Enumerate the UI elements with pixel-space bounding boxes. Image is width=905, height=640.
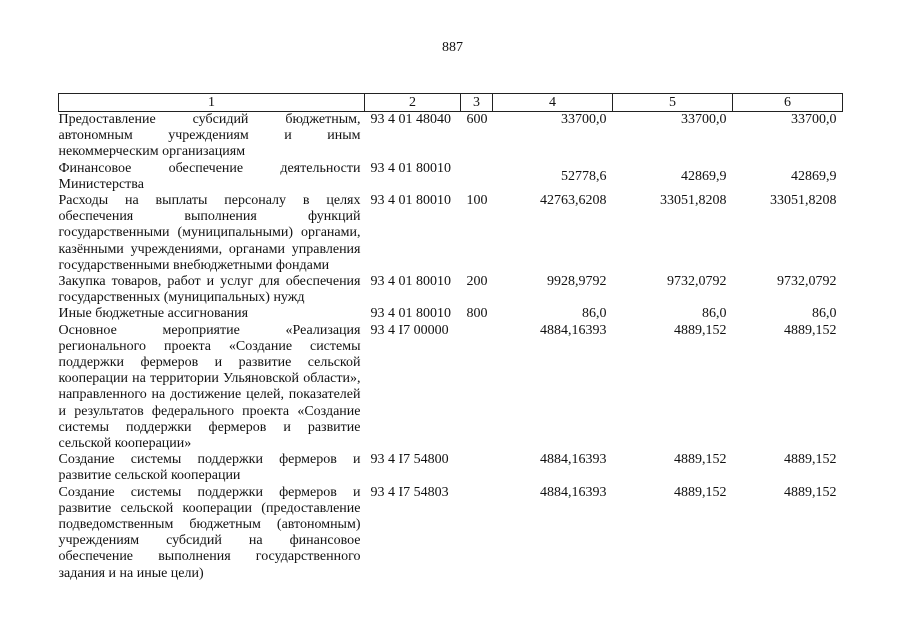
row-value-4: 52778,6 (561, 168, 607, 184)
row-vr: 100 (466, 193, 488, 209)
header-col-1: 1 (59, 94, 365, 112)
table-row (59, 161, 843, 193)
table-row (59, 323, 843, 453)
row-name: Финансовое обеспечение деятельности Министерства (58, 160, 361, 192)
header-col-6: 6 (733, 94, 843, 112)
row-vr (461, 485, 493, 582)
row-value-5: 4889,152 (674, 484, 727, 500)
row-vr (461, 323, 493, 453)
row-vr: 800 (466, 306, 488, 322)
row-value-6: 4889,152 (784, 484, 837, 500)
row-value-4: 4884,16393 (540, 322, 607, 338)
row-code: 93 4 I7 54803 (370, 484, 449, 500)
page-number: 887 (442, 40, 463, 55)
row-name: Расходы на выплаты персоналу в целях обеспечения выполнения функций государственными (муниципальными) органами, казёнными учреждениями, органами управления государственными внебюджетными фондами (58, 193, 361, 273)
row-code: 93 4 01 80010 (370, 274, 451, 290)
row-value-6: 4889,152 (784, 322, 837, 338)
row-vr (461, 452, 493, 484)
row-value-4: 42763,6208 (540, 193, 607, 209)
header-col-3: 3 (461, 94, 493, 112)
row-value-5: 33051,8208 (660, 193, 727, 209)
row-value-5: 86,0 (702, 306, 727, 322)
row-value-5: 33700,0 (681, 112, 727, 127)
row-value-6: 33051,8208 (770, 193, 837, 209)
header-col-5: 5 (613, 94, 733, 112)
header-col-2: 2 (365, 94, 461, 112)
row-name: Иные бюджетные ассигнования (58, 306, 249, 322)
row-name: Создание системы поддержки фермеров и развитие сельской кооперации (58, 452, 361, 484)
row-code: 93 4 01 80010 (370, 160, 451, 176)
row-name: Предоставление субсидий бюджетным, автономным учреждениям и иным некоммерческим организациям (58, 112, 361, 160)
table-header-row (59, 94, 843, 112)
table-row (59, 193, 843, 274)
row-name: Основное мероприятие «Реализация регионального проекта «Создание системы поддержки фермеров и развитие сельской кооперации на территории Ульяновской области», направленного на достижение целей, показателей и результатов федерального проекта «Создание системы поддержки фермеров и развитие сельской кооперации» (58, 322, 361, 452)
row-value-6: 9732,0792 (777, 274, 837, 290)
table-row (59, 274, 843, 306)
row-vr (461, 161, 493, 193)
budget-table (58, 93, 843, 582)
table-row (59, 112, 843, 161)
header-col-4: 4 (493, 94, 613, 112)
row-value-6: 42869,9 (791, 168, 837, 184)
row-value-6: 4889,152 (784, 452, 837, 468)
row-code: 93 4 01 80010 (370, 306, 451, 322)
row-value-4: 33700,0 (561, 112, 607, 127)
row-value-4: 9928,9792 (547, 274, 607, 290)
table-row (59, 306, 843, 322)
table-row (59, 485, 843, 582)
row-value-4: 86,0 (582, 306, 607, 322)
row-vr: 200 (466, 274, 488, 290)
row-code: 93 4 I7 54800 (370, 452, 449, 468)
row-code: 93 4 I7 00000 (370, 322, 449, 338)
row-code: 93 4 01 80010 (370, 193, 451, 209)
row-value-5: 4889,152 (674, 322, 727, 338)
row-vr: 600 (466, 112, 488, 127)
row-name: Закупка товаров, работ и услуг для обеспечения государственных (муниципальных) нужд (58, 274, 361, 306)
row-value-6: 33700,0 (791, 112, 837, 127)
row-value-5: 42869,9 (681, 168, 727, 184)
row-name: Создание системы поддержки фермеров и развитие сельской кооперации (предоставление подведомственным бюджетным (автономным) учреждениям субсидий на финансовое обеспечение выполнения государственного задания и на иные цели) (58, 484, 361, 581)
row-value-4: 4884,16393 (540, 452, 607, 468)
row-value-4: 4884,16393 (540, 484, 607, 500)
row-value-6: 86,0 (812, 306, 837, 322)
row-code: 93 4 01 48040 (370, 112, 451, 127)
row-value-5: 9732,0792 (667, 274, 727, 290)
row-value-5: 4889,152 (674, 452, 727, 468)
table-row (59, 452, 843, 484)
